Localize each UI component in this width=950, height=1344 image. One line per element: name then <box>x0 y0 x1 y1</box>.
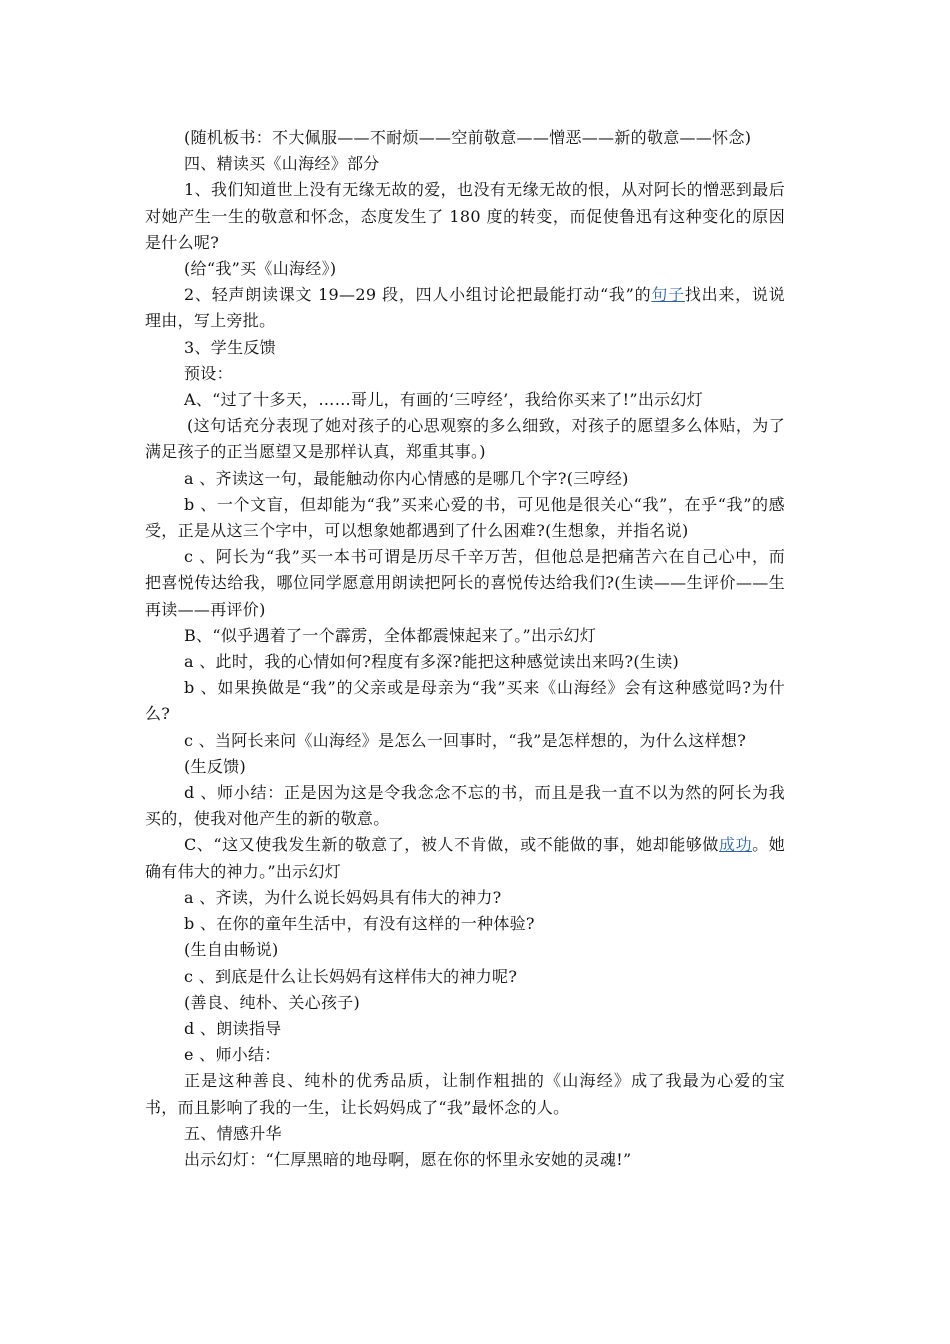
board-notes: (随机板书：不大佩服——不耐烦——空前敬意——憎恶——新的敬意——怀念) <box>184 128 752 147</box>
paragraph-item-c <box>145 832 785 884</box>
document-page <box>145 125 785 1173</box>
paragraph-item-c-free-talk: (生自由畅说) <box>184 940 279 960</box>
paragraph-item-a-sub-c: c 、阿长为“我”买一本书可谓是历尽千辛万苦，但他总是把痛苦六在自己心中，而把喜悦传达给我，哪位同学愿意用朗读把阿长的喜悦传达给我们?(生读——生评价——生再读——再评价) <box>145 547 785 619</box>
paragraph-item-c-sub-b: b 、在你的童年生活中，有没有这样的一种体验? <box>184 914 535 934</box>
paragraph-preset: 预设： <box>184 363 233 383</box>
paragraph-question-1: 1、我们知道世上没有无缘无故的爱，也没有无缘无故的恨，从对阿长的憎恶到最后对她产生一生的敬意和怀念，态度发生了 180 度的转变，而促使鲁迅有这种变化的原因是什么呢? <box>145 180 785 252</box>
paragraph-answer-1: (给“我”买《山海经》) <box>184 259 337 279</box>
paragraph-item-b-sub-c: c 、当阿长来问《山海经》是怎么一回事时，“我”是怎样想的，为什么这样想? <box>184 730 747 750</box>
paragraph-item-c-sub-e: e 、师小结： <box>184 1045 281 1065</box>
paragraph-slide-quote: 出示幻灯：“仁厚黑暗的地母啊，愿在你的怀里永安她的灵魂!” <box>184 1149 632 1169</box>
paragraph-item-b-feedback: (生反馈) <box>184 756 246 776</box>
paragraph-item-c-sub-d: d 、朗读指导 <box>184 1018 282 1038</box>
success-link[interactable]: 成功 <box>719 835 753 855</box>
paragraph-item-a-note: (这句话充分表现了她对孩子的心思观察的多么细致，对孩子的愿望多么体贴，为了满足孩子的正当愿望又是那样认真，郑重其事。) <box>145 416 785 462</box>
section-heading-5: 五、情感升华 <box>184 1123 282 1143</box>
paragraph-item-a: A、“过了十多天，……哥儿，有画的‘三哼经’，我给你买来了!”出示幻灯 <box>184 390 704 410</box>
paragraph-item-b-sub-b: b 、如果换做是“我”的父亲或是母亲为“我”买来《山海经》会有这种感觉吗?为什么? <box>145 678 785 724</box>
paragraph-item-c-sub-c: c 、到底是什么让长妈妈有这样伟大的神力呢? <box>184 966 518 986</box>
sentence-link[interactable]: 句子 <box>651 285 685 305</box>
paragraph-item-a-sub-a: a 、齐读这一句，最能触动你内心情感的是哪几个字?(三哼经) <box>184 468 629 488</box>
paragraph-item-c-text-a: C、“这又使我发生新的敬意了，被人不肯做，或不能做的事，她却能够做 <box>184 835 719 855</box>
paragraph-item-c-text-b: 。她确有伟大的神力。”出示幻灯 <box>145 835 786 881</box>
paragraph-item-b-sub-a: a 、此时，我的心情如何?程度有多深?能把这种感觉读出来吗?(生读) <box>184 652 680 672</box>
section-heading-4: 四、精读买《山海经》部分 <box>184 154 380 174</box>
paragraph-item-a-sub-b: b 、一个文盲，但却能为“我”买来心爱的书，可见他是很关心“我”，在乎“我”的感受，正是从这三个字中，可以想象她都遇到了什么困难?(生想象，并指名说) <box>145 494 785 541</box>
paragraph-item-b: B、“似乎遇着了一个霹雳，全体都震悚起来了。”出示幻灯 <box>184 625 597 645</box>
paragraph-feedback-heading: 3、学生反馈 <box>184 337 276 357</box>
paragraph-item-c-sub-a: a 、齐读，为什么说长妈妈具有伟大的神力? <box>184 887 502 907</box>
paragraph-question-2-text-b: 找出来，说说理由，写上旁批。 <box>145 285 785 331</box>
paragraph-summary: 正是这种善良、纯朴的优秀品质，让制作粗拙的《山海经》成了我最为心爱的宝书，而且影响了我的一生，让长妈妈成了“我”最怀念的人。 <box>145 1071 785 1117</box>
paragraph-item-b-sub-d: d 、师小结：正是因为这是令我念念不忘的书，而且是我一直不以为然的阿长为我买的，使我对他产生的新的敬意。 <box>145 783 785 829</box>
paragraph-question-2 <box>145 282 785 334</box>
paragraph-item-c-qualities: (善良、纯朴、关心孩子) <box>184 992 361 1012</box>
paragraph-question-2-text-a: 2、轻声朗读课文 19—29 段，四人小组讨论把最能打动“我”的 <box>184 285 652 305</box>
